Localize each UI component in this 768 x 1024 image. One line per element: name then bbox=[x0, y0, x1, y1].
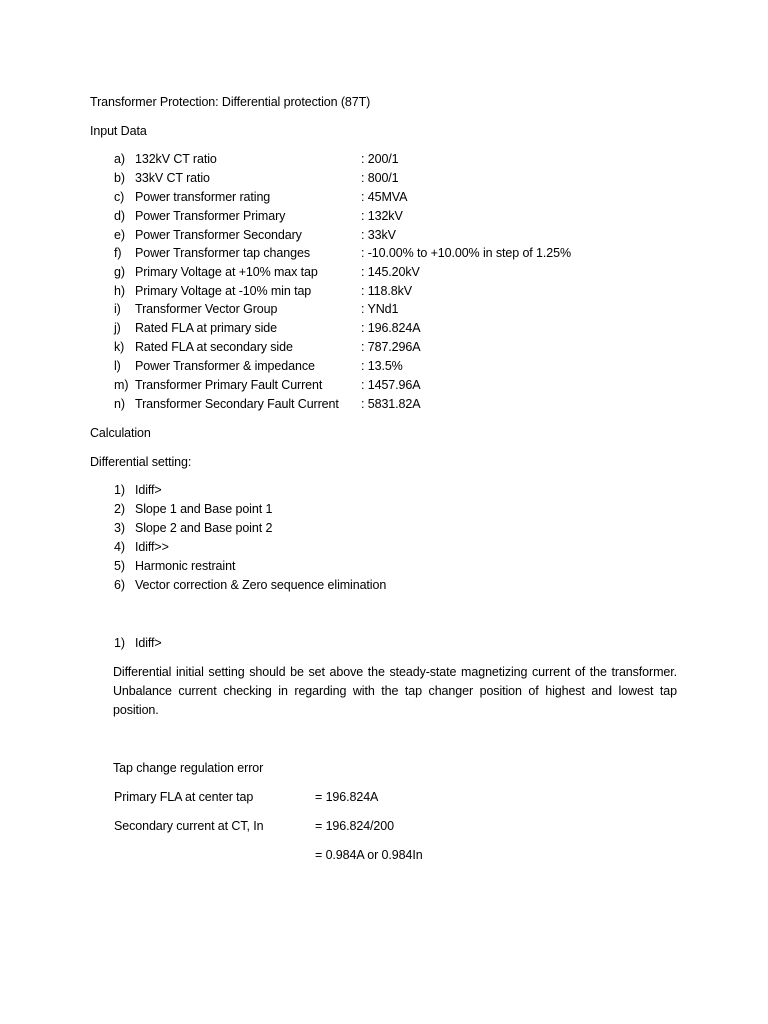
input-value: : 800/1 bbox=[361, 171, 399, 185]
input-value: : 1457.96A bbox=[361, 378, 421, 392]
calc-label: Primary FLA at center tap bbox=[114, 790, 254, 804]
list-marker: c) bbox=[114, 190, 125, 204]
tap-change-heading: Tap change regulation error bbox=[113, 761, 264, 775]
list-item bbox=[0, 521, 768, 539]
input-item bbox=[0, 228, 768, 246]
list-marker: 2) bbox=[114, 502, 125, 516]
document-title: Transformer Protection: Differential protection (87T) bbox=[90, 95, 371, 109]
list-item bbox=[0, 578, 768, 596]
input-item bbox=[0, 284, 768, 302]
setting-label: Vector correction & Zero sequence elimination bbox=[135, 578, 387, 592]
input-label: Power transformer rating bbox=[135, 190, 271, 204]
idiff-paragraph: Differential initial setting should be set above the steady-state magnetizing current of the transformer. Unbalance current checking in regarding with the tap changer position of highest and lowest tap position. bbox=[113, 665, 677, 717]
list-marker: 4) bbox=[114, 540, 125, 554]
input-label: Primary Voltage at -10% min tap bbox=[135, 284, 312, 298]
list-marker: m) bbox=[114, 378, 129, 392]
input-item bbox=[0, 340, 768, 358]
input-value: : YNd1 bbox=[361, 302, 399, 316]
calc-row bbox=[0, 848, 768, 866]
input-item bbox=[0, 265, 768, 283]
input-item bbox=[0, 152, 768, 170]
input-data-heading: Input Data bbox=[90, 124, 147, 138]
calc-value: = 196.824/200 bbox=[315, 819, 394, 833]
calc-value: = 196.824A bbox=[315, 790, 379, 804]
section-heading-idiff bbox=[0, 636, 768, 654]
input-value: : 145.20kV bbox=[361, 265, 420, 279]
list-marker: h) bbox=[114, 284, 125, 298]
list-marker: b) bbox=[114, 171, 125, 185]
list-marker: j) bbox=[114, 321, 121, 335]
input-value: : 196.824A bbox=[361, 321, 421, 335]
list-marker: 3) bbox=[114, 521, 125, 535]
input-value: : 787.296A bbox=[361, 340, 421, 354]
list-marker: 5) bbox=[114, 559, 125, 573]
list-marker: d) bbox=[114, 209, 125, 223]
input-item bbox=[0, 359, 768, 377]
input-label: Rated FLA at primary side bbox=[135, 321, 278, 335]
input-item bbox=[0, 378, 768, 396]
section-label: Idiff> bbox=[135, 636, 162, 650]
setting-label: Slope 2 and Base point 2 bbox=[135, 521, 273, 535]
input-item bbox=[0, 302, 768, 320]
list-item bbox=[0, 559, 768, 577]
list-item bbox=[0, 540, 768, 558]
input-label: Primary Voltage at +10% max tap bbox=[135, 265, 318, 279]
input-label: Power Transformer Secondary bbox=[135, 228, 302, 242]
input-item bbox=[0, 321, 768, 339]
input-label: Power Transformer & impedance bbox=[135, 359, 315, 373]
list-marker: i) bbox=[114, 302, 121, 316]
list-marker: a) bbox=[114, 152, 125, 166]
calc-label: Secondary current at CT, In bbox=[114, 819, 264, 833]
calc-row bbox=[0, 790, 768, 808]
list-marker: n) bbox=[114, 397, 125, 411]
input-item bbox=[0, 397, 768, 415]
input-value: : 118.8kV bbox=[361, 284, 412, 298]
input-label: Power Transformer Primary bbox=[135, 209, 286, 223]
list-marker: k) bbox=[114, 340, 125, 354]
differential-setting-heading: Differential setting: bbox=[90, 455, 192, 469]
setting-label: Harmonic restraint bbox=[135, 559, 236, 573]
input-item bbox=[0, 246, 768, 264]
input-value: : -10.00% to +10.00% in step of 1.25% bbox=[361, 246, 571, 260]
list-marker: 1) bbox=[114, 483, 125, 497]
input-label: Power Transformer tap changes bbox=[135, 246, 310, 260]
setting-label: Slope 1 and Base point 1 bbox=[135, 502, 273, 516]
list-marker: g) bbox=[114, 265, 125, 279]
input-label: Transformer Vector Group bbox=[135, 302, 278, 316]
input-value: : 45MVA bbox=[361, 190, 408, 204]
list-marker: 1) bbox=[114, 636, 125, 650]
input-value: : 5831.82A bbox=[361, 397, 421, 411]
list-marker: 6) bbox=[114, 578, 125, 592]
list-item bbox=[0, 502, 768, 520]
list-marker: f) bbox=[114, 246, 122, 260]
calc-value: = 0.984A or 0.984In bbox=[315, 848, 423, 862]
input-label: 33kV CT ratio bbox=[135, 171, 210, 185]
input-value: : 132kV bbox=[361, 209, 403, 223]
input-label: 132kV CT ratio bbox=[135, 152, 217, 166]
list-item bbox=[0, 483, 768, 501]
input-label: Transformer Primary Fault Current bbox=[135, 378, 323, 392]
input-value: : 200/1 bbox=[361, 152, 399, 166]
input-item bbox=[0, 171, 768, 189]
list-marker: l) bbox=[114, 359, 121, 373]
setting-label: Idiff> bbox=[135, 483, 162, 497]
list-marker: e) bbox=[114, 228, 125, 242]
input-item bbox=[0, 190, 768, 208]
input-value: : 33kV bbox=[361, 228, 396, 242]
setting-label: Idiff>> bbox=[135, 540, 169, 554]
input-item bbox=[0, 209, 768, 227]
calc-row bbox=[0, 819, 768, 837]
input-label: Transformer Secondary Fault Current bbox=[135, 397, 339, 411]
input-value: : 13.5% bbox=[361, 359, 403, 373]
calculation-heading: Calculation bbox=[90, 426, 151, 440]
input-label: Rated FLA at secondary side bbox=[135, 340, 293, 354]
